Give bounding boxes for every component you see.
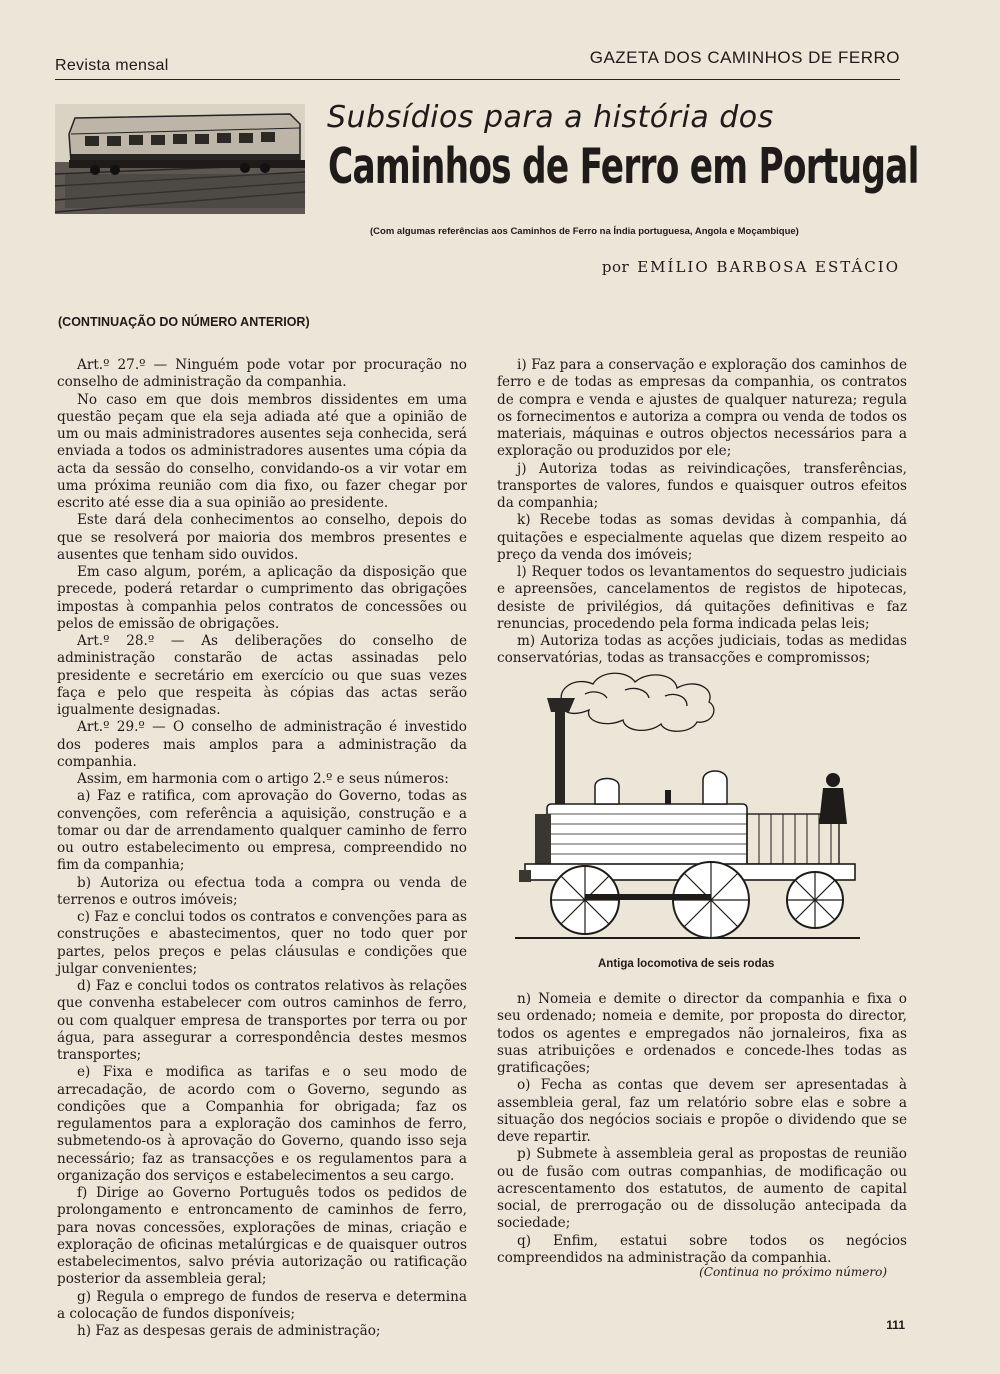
- paragraph: No caso em que dois membros dissidentes em uma questão peçam que ela seja adiada até que a opinião de um ou mais administradores ausentes seja conhecida, será enviada a todos os administradores ausentes uma cópia da acta da sessão do conselho, convidando-os a vir votar em uma próxima reunião com dia fixo, ou fazer chegar por escrito até esse dia a sua opinião ao presidente.: [57, 391, 467, 511]
- paragraph: b) Autoriza ou efectua toda a compra ou venda de terrenos e outros imóveis;: [57, 874, 467, 908]
- paragraph: j) Autoriza todas as reivindicações, transferências, transportes de valores, fundos e quaisquer outros efeitos da companhia;: [497, 460, 907, 511]
- paragraph: h) Faz as despesas gerais de administração;: [77, 1323, 381, 1339]
- paragraph: e) Fixa e modifica as tarifas e o seu modo de arrecadação, de acordo com o Governo, segundo as condições que a Companhia for obrigada; faz os regulamentos para a exploração dos caminhos de ferro, submetendo-os à aprovação do Governo, quando isso seja necessário; faz as transacções e os regulamentos para a organização dos serviços e estabelecimentos a seu cargo.: [57, 1064, 467, 1184]
- right-column-bottom: [497, 991, 907, 1267]
- right-column-top: [497, 357, 907, 668]
- paragraph: p) Submete à assembleia geral as propostas de reunião ou de fusão com outras companhias, de modificação ou acrescentamento dos estatutos, de aumento de capital social, de prerrogação ou de dissolução antecipada da sociedade;: [497, 1146, 907, 1232]
- paragraph: k) Recebe todas as somas devidas à companhia, dá quitações e especialmente aquelas que dizem respeito ao preço da venda dos imóveis;: [497, 512, 907, 563]
- paragraph: q) Enfim, estatui sobre todos os negócios compreendidos na administração da companhia.: [497, 1232, 907, 1266]
- continuation-note: (CONTINUAÇÃO DO NÚMERO ANTERIOR): [58, 315, 310, 329]
- paragraph: Art.º 27.º — Ninguém pode votar por procuração no conselho de administração da companhia.: [57, 357, 467, 391]
- header-left: Revista mensal: [55, 57, 169, 74]
- author-name: EMÍLIO BARBOSA ESTÁCIO: [637, 258, 900, 276]
- paragraph: l) Requer todos os levantamentos do sequestro judiciais e apreensões, cancelamentos de registos de hipotecas, desiste de privilégios, dá quitações definitivas e faz renuncias, procedendo pela forma indicada pelas leis;: [497, 564, 907, 632]
- paragraph: c) Faz e conclui todos os contratos e convenções para as construções e abastecimentos, quer no todo quer por partes, pelos preços e pelas cláusulas e condições que julgar convenientes;: [57, 909, 467, 977]
- continua-note: (Continua no próximo número): [699, 1265, 887, 1279]
- paragraph: f) Dirige ao Governo Português todos os pedidos de prolongamento e entroncamento de caminhos de ferro, para novas concessões, explorações de minas, criação e exploração de oficinas metalúrgicas e de quaisquer outros estabelecimentos, salvo prévia autorização ou ratificação posterior da assembleia geral;: [57, 1185, 467, 1288]
- header-right: GAZETA DOS CAMINHOS DE FERRO: [589, 48, 900, 67]
- paragraph: Assim, em harmonia com o artigo 2.º e seus números:: [77, 771, 449, 787]
- paragraph: Este dará dela conhecimentos ao conselho, depois do que se resolverá por maioria dos membros presentes e ausentes que tenham sido ouvidos.: [57, 512, 467, 563]
- locomotive-illustration: [515, 664, 860, 954]
- title-line-1: Subsídios para a história dos: [327, 100, 774, 135]
- paragraph: Art.º 28.º — As deliberações do conselho de administração constarão de actas assinadas pelo presidente e secretário em exercício ou que suas vezes faça e pelo que respeita às cópias das actas serão igualmente designadas.: [57, 633, 467, 718]
- paragraph: d) Faz e conclui todos os contratos relativos às relações que convenha estabelecer com outros caminhos de ferro, ou com qualquer empresa de transportes por terra ou por água, para assegurar a correspondência destes mesmos transportes;: [57, 978, 467, 1063]
- paragraph: i) Faz para a conservação e exploração dos caminhos de ferro e de todas as empresas da companhia, os contratos de compra e venda e ajustes de qualquer natureza; regula os fornecimentos e autoriza a compra ou venda de todos os materiais, máquinas e outros objectos necessários para a exploração ou produzidos por ele;: [497, 357, 907, 460]
- left-column: [57, 357, 467, 1340]
- byline: [602, 258, 900, 276]
- paragraph: m) Autoriza todas as acções judiciais, todas as medidas conservatórias, todas as transacções e compromissos;: [497, 633, 907, 667]
- subtitle: (Com algumas referências aos Caminhos de Ferro na Índia portuguesa, Angola e Moçambique): [370, 226, 799, 237]
- paragraph: n) Nomeia e demite o director da companhia e fixa o seu ordenado; nomeia e demite, por proposta do director, todos os agentes e empregados não jornaleiros, fixa as suas atribuições e ordenados e concede-lhes todas as gratificações;: [497, 991, 907, 1076]
- paragraph: o) Fecha as contas que devem ser apresentadas à assembleia geral, faz um relatório sobre elas e sobre a situação dos negócios sociais e propõe o dividendo que se deve repartir.: [497, 1077, 907, 1145]
- train-photo: [55, 104, 305, 214]
- header-rule: [55, 79, 900, 80]
- paragraph: Em caso algum, porém, a aplicação da disposição que precede, poderá retardar o cumprimento das obrigações impostas à companhia pelos contratos de concessões ou pelos de emissão de obrigações.: [57, 564, 467, 632]
- paragraph: g) Regula o emprego de fundos de reserva e determina a colocação de fundos disponíveis;: [57, 1288, 467, 1322]
- byline-prefix: por: [601, 258, 630, 276]
- page-number: 111: [886, 1318, 905, 1332]
- figure-caption: Antiga locomotiva de seis rodas: [598, 958, 775, 970]
- title-line-2: Caminhos de Ferro em Portugal: [328, 138, 919, 195]
- paragraph: a) Faz e ratifica, com aprovação do Governo, todas as convenções, com referência a aquisição, construção e a tomar ou dar de arrendamento qualquer caminho de ferro ou outro estabelecimento ou empresa, compreendido no fim da companhia;: [57, 788, 467, 874]
- paragraph: Art.º 29.º — O conselho de administração é investido dos poderes mais amplos para a administração da companhia.: [57, 719, 467, 770]
